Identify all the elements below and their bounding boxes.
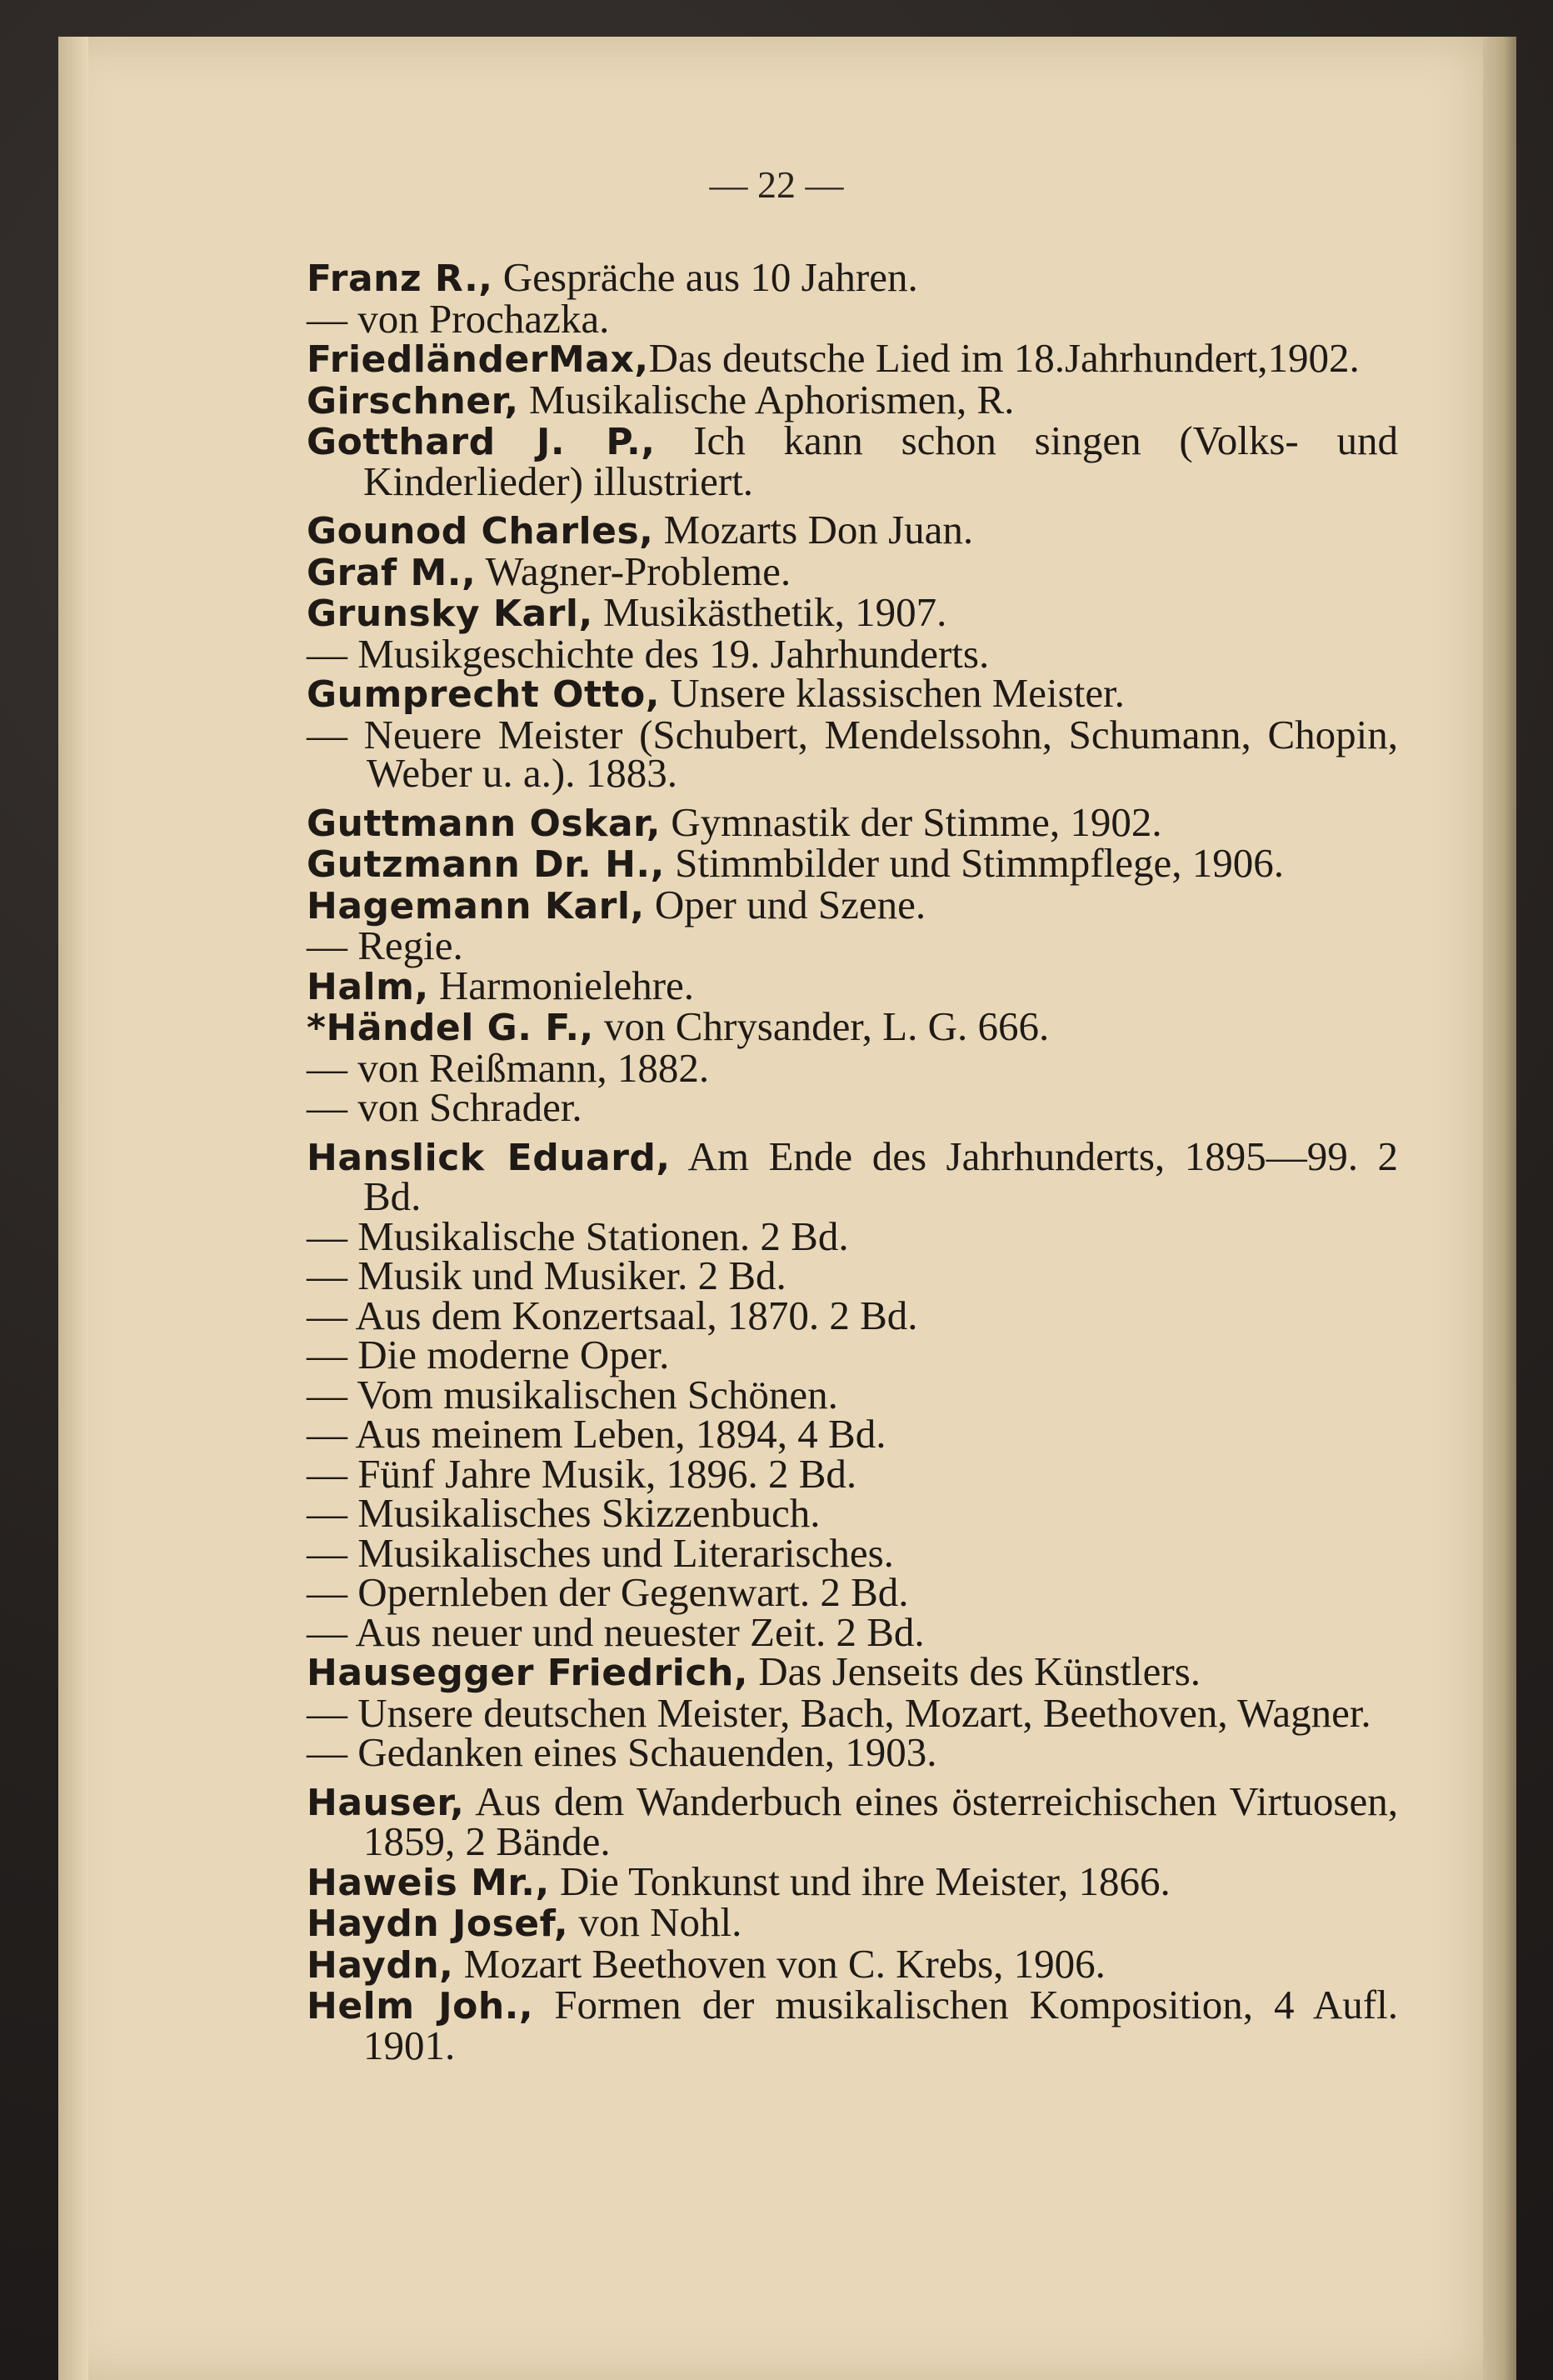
entry-author: Haydn Josef, [307, 1902, 569, 1945]
bib-entry [307, 1940, 1398, 1987]
entry-author: Hausegger Friedrich, [307, 1652, 748, 1694]
entry-title: Mozarts Don Juan. [653, 507, 974, 552]
entry-author: Gutzmann Dr. H., [307, 843, 665, 886]
page-number: — 22 — [709, 163, 844, 206]
entry-title: Musikästhetik, 1907. [592, 589, 947, 635]
entry-author: Hauser, [307, 1781, 465, 1824]
entry-title: von Chrysander, L. G. 666. [593, 1003, 1050, 1049]
entry-title: Musikalische Aphorismen, R. [518, 376, 1015, 422]
bib-subentry: — Musikalische Stationen. 2 Bd. [307, 1212, 849, 1259]
page-edge [1483, 37, 1516, 2380]
entry-author: Girschner, [307, 379, 519, 422]
bib-subentry: — Neuere Meister (Schubert, Mendelssohn, Schumann, Chopin, Weber u. a.). 1883. [307, 711, 1398, 796]
entry-author: Gounod Charles, [307, 510, 654, 552]
bib-subentry: — Aus meinem Leben, 1894, 4 Bd. [307, 1411, 886, 1457]
page-gutter [58, 37, 88, 2380]
entry-author: Halm, [307, 965, 429, 1008]
entry-author: Gumprecht Otto, [307, 673, 660, 716]
bib-subentry: — Musik und Musiker. 2 Bd. [307, 1252, 786, 1298]
bib-subentry: — Unsere deutschen Meister, Bach, Mozart, Beethoven, Wagner. [307, 1689, 1371, 1736]
bib-entry [307, 548, 1398, 594]
bib-entry [307, 670, 1398, 716]
entry-title: Unsere klassischen Meister. [660, 670, 1125, 716]
bib-subentry: — von Reißmann, 1882. [307, 1044, 710, 1091]
bib-entry [307, 1132, 1398, 1219]
entry-title: Ich kann schon singen (Volks- und Kinderlieder) illustriert. [363, 418, 1398, 504]
bib-entry [307, 507, 1398, 552]
bib-entry [307, 798, 1398, 845]
entry-author: Hagemann Karl, [307, 884, 645, 928]
bib-entry [307, 1899, 1398, 1945]
entry-title: Formen der musikalischen Komposition, 4 Aufl. 1901. [363, 1982, 1398, 2068]
bib-subentry: — von Schrader. [307, 1084, 582, 1130]
entry-title: Das deutsche Lied im 18.Jahrhundert,1902. [648, 335, 1360, 381]
entry-author: Graf M., [307, 551, 477, 594]
entry-author: Hanslick Eduard, [307, 1136, 671, 1179]
bib-entry [307, 1858, 1398, 1904]
bib-entry [307, 335, 1398, 381]
bib-entry [307, 1778, 1398, 1864]
bib-entry [307, 962, 1398, 1008]
entry-title: Aus dem Wanderbuch eines österreichischen Virtuosen, 1859, 2 Bände. [363, 1778, 1398, 1864]
bib-entry [307, 1648, 1398, 1694]
bib-subentry: — Regie. [307, 922, 463, 968]
bib-subentry: — Fünf Jahre Musik, 1896. 2 Bd. [307, 1450, 857, 1497]
bib-entry [307, 254, 1398, 300]
entry-title: von Nohl. [568, 1899, 742, 1945]
bib-subentry: — Musikalisches Skizzenbuch. [307, 1490, 821, 1536]
entry-title: Die Tonkunst und ihre Meister, 1866. [549, 1858, 1171, 1904]
entry-author: FriedländerMax, [307, 338, 649, 381]
entry-title: Am Ende des Jahrhunderts, 1895—99. 2 Bd. [363, 1132, 1398, 1219]
bib-entry [307, 589, 1398, 635]
entry-author: Helm Joh., [307, 1985, 534, 2028]
entry-title: Oper und Szene. [644, 881, 926, 928]
bib-entry [307, 376, 1398, 422]
bib-subentry: — Musikgeschichte des 19. Jahrhunderts. [307, 630, 990, 677]
entry-title: Gespräche aus 10 Jahren. [492, 254, 918, 300]
bib-entry [307, 1003, 1398, 1049]
entry-title: Stimmbilder und Stimmpflege, 1906. [664, 840, 1284, 886]
entry-author: Haweis Mr., [307, 1861, 550, 1904]
bib-subentry: — Gedanken eines Schauenden, 1903. [307, 1729, 937, 1775]
entry-author: *Händel G. F., [307, 1007, 594, 1049]
bib-subentry: — Aus dem Konzertsaal, 1870. 2 Bd. [307, 1292, 918, 1338]
entry-author: Gotthard J. P., [307, 421, 656, 463]
entry-author: Haydn, [307, 1943, 454, 1987]
bib-subentry: — von Prochazka. [307, 295, 610, 342]
entry-title: Das Jenseits des Künstlers. [748, 1648, 1201, 1694]
bib-subentry: — Opernleben der Gegenwart. 2 Bd. [307, 1569, 909, 1615]
bib-subentry: — Vom musikalischen Schönen. [307, 1371, 838, 1418]
bibliography-list [307, 254, 1398, 2068]
bib-entry [307, 1982, 1398, 2068]
bib-subentry: — Die moderne Oper. [307, 1332, 670, 1378]
bib-subentry: — Aus neuer und neuester Zeit. 2 Bd. [307, 1608, 925, 1655]
bib-entry [307, 881, 1398, 928]
entry-author: Guttmann Oskar, [307, 802, 662, 845]
entry-author: Franz R., [307, 258, 493, 300]
bib-entry [307, 418, 1398, 504]
entry-title: Harmonielehre. [428, 962, 695, 1008]
bib-entry [307, 840, 1398, 886]
entry-title: Wagner-Probleme. [476, 548, 791, 594]
entry-author: Grunsky Karl, [307, 592, 593, 635]
entry-title: Mozart Beethoven von C. Krebs, 1906. [453, 1940, 1106, 1987]
bib-subentry: — Musikalisches und Literarisches. [307, 1529, 894, 1576]
entry-title: Gymnastik der Stimme, 1902. [661, 798, 1162, 845]
